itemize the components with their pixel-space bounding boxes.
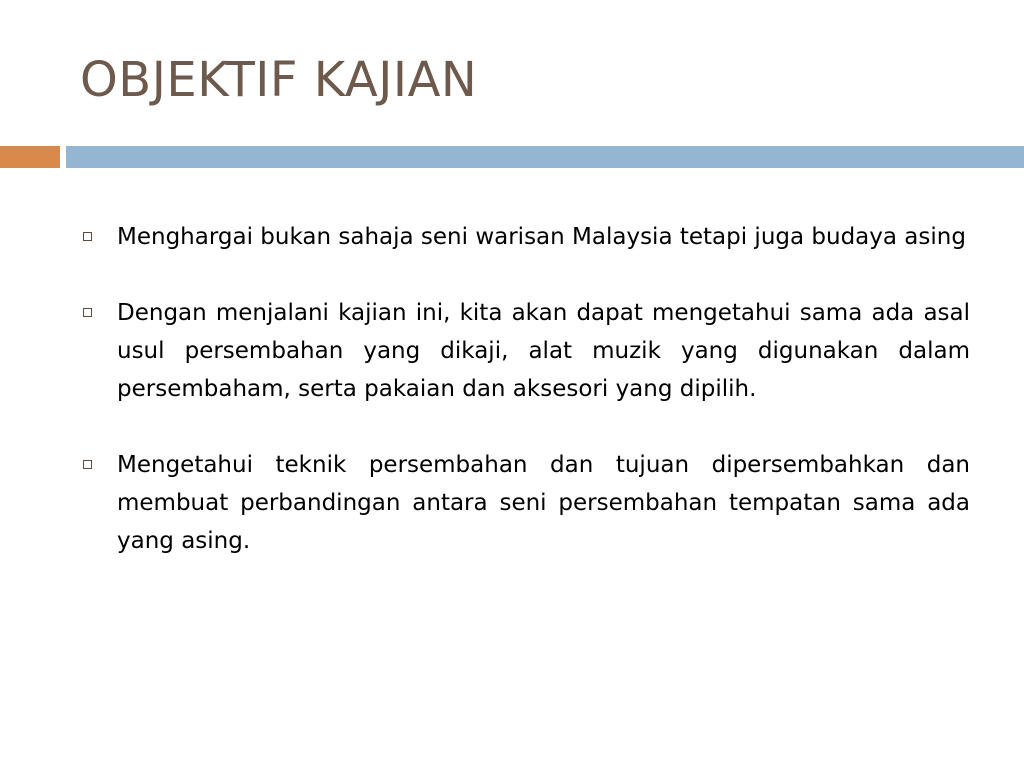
bullet-item-3 <box>80 446 970 560</box>
bullet-list <box>80 218 970 598</box>
bullet-item-1 <box>80 218 970 256</box>
square-bullet-icon <box>83 308 92 317</box>
bullet-text: Dengan menjalani kajian ini, kita akan dapat mengetahui sama ada asal usul persembahan yang dikaji, alat muzik yang digunakan dalam persembaham, serta pakaian dan aksesori yang dipilih. <box>117 300 970 402</box>
square-bullet-icon <box>83 232 92 241</box>
accent-bar-orange <box>0 146 60 168</box>
bullet-text: Mengetahui teknik persembahan dan tujuan dipersembahkan dan membuat perbandingan antara seni persembahan tempatan sama ada yang asing. <box>117 452 970 554</box>
slide-title: OBJEKTIF KAJIAN <box>80 52 478 108</box>
accent-bar-blue <box>66 146 1024 168</box>
square-bullet-icon <box>83 460 92 469</box>
bullet-text: Menghargai bukan sahaja seni warisan Malaysia tetapi juga budaya asing <box>117 224 966 250</box>
bullet-item-2 <box>80 294 970 408</box>
